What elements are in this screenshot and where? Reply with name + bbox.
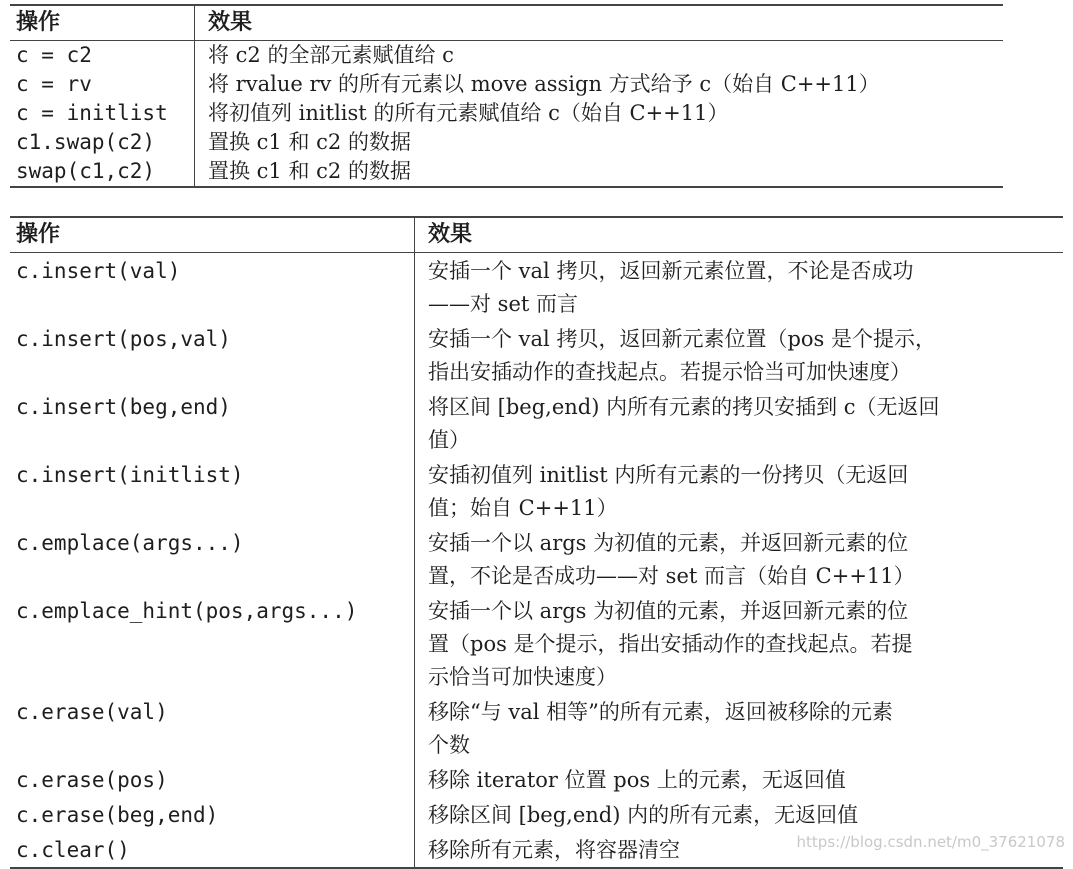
effect-line: 移除所有元素，将容器清空 (428, 838, 680, 862)
operation-cell: c.clear() (10, 832, 415, 868)
effect-line: ——对 set 而言 (428, 292, 578, 316)
table-row (10, 593, 1063, 694)
header-operation: 操作 (10, 217, 415, 253)
operation-cell: c.erase(val) (10, 694, 415, 762)
table-header-row (10, 5, 1003, 41)
table-row (10, 525, 1063, 593)
effect-line: 移除 iterator 位置 pos 上的元素，无返回值 (428, 768, 846, 792)
effect-line: 安插初值列 initlist 内所有元素的一份拷贝（无返回 (428, 463, 909, 487)
operation-cell: c.emplace_hint(pos,args...) (10, 593, 415, 694)
operation-cell: c.insert(initlist) (10, 457, 415, 525)
operation-cell: c.insert(val) (10, 253, 415, 322)
effect-line: 安插一个以 args 为初值的元素，并返回新元素的位 (428, 599, 909, 623)
effect-cell: 将 rvalue rv 的所有元素以 move assign 方式给予 c（始自 C++11） (208, 72, 880, 96)
table-row (10, 797, 1063, 832)
table-row (10, 157, 1003, 187)
effect-line: 指出安插动作的查找起点。若提示恰当可加快速度） (428, 360, 911, 384)
effect-line: 置（pos 是个提示，指出安插动作的查找起点。若提 (428, 632, 913, 656)
effect-cell (415, 797, 1064, 832)
effect-cell (415, 762, 1064, 797)
operation-cell: c.erase(pos) (10, 762, 415, 797)
header-effect: 效果 (195, 5, 1004, 41)
operation-cell: c = initlist (10, 99, 195, 128)
effect-cell (415, 253, 1064, 322)
operation-cell: c.emplace(args...) (10, 525, 415, 593)
operation-cell: c1.swap(c2) (10, 128, 195, 157)
table-row (10, 41, 1003, 71)
operation-cell: swap(c1,c2) (10, 157, 195, 187)
effect-line: 值；始自 C++11） (428, 496, 618, 520)
table-row (10, 762, 1063, 797)
table-row (10, 253, 1063, 322)
effect-cell: 将 c2 的全部元素赋值给 c (208, 43, 454, 67)
effect-cell (415, 321, 1064, 389)
watermark-url: https://blog.csdn.net/m0_37621078 (796, 833, 1065, 851)
effect-line: 安插一个以 args 为初值的元素，并返回新元素的位 (428, 531, 909, 555)
table-row (10, 694, 1063, 762)
table-row (10, 70, 1003, 99)
effect-line: 安插一个 val 拷贝，返回新元素位置（pos 是个提示， (428, 327, 936, 351)
operation-cell: c = rv (10, 70, 195, 99)
table-row (10, 321, 1063, 389)
effect-line: 值） (428, 428, 470, 452)
effect-cell: 将初值列 initlist 的所有元素赋值给 c（始自 C++11） (208, 101, 729, 125)
effect-line: 示恰当可加快速度） (428, 665, 617, 689)
insert-erase-table (10, 216, 1063, 869)
effect-line: 移除“与 val 相等”的所有元素，返回被移除的元素 (428, 700, 893, 724)
table-row (10, 99, 1003, 128)
effect-cell (415, 694, 1064, 762)
operation-cell: c.insert(beg,end) (10, 389, 415, 457)
effect-cell (415, 593, 1064, 694)
operation-cell: c = c2 (10, 41, 195, 71)
effect-line: 置，不论是否成功——对 set 而言（始自 C++11） (428, 564, 915, 588)
operation-cell: c.erase(beg,end) (10, 797, 415, 832)
table-row (10, 389, 1063, 457)
effect-cell (415, 525, 1064, 593)
effect-line: 个数 (428, 733, 470, 757)
header-operation: 操作 (10, 5, 195, 41)
assignment-swap-table (10, 4, 1003, 188)
effect-cell (415, 457, 1064, 525)
table-row (10, 128, 1003, 157)
table-header-row (10, 217, 1063, 253)
effect-cell: 置换 c1 和 c2 的数据 (208, 130, 411, 154)
effect-line: 移除区间 [beg,end) 内的所有元素，无返回值 (428, 803, 859, 827)
effect-line: 将区间 [beg,end) 内所有元素的拷贝安插到 c（无返回 (428, 395, 940, 419)
effect-cell: 置换 c1 和 c2 的数据 (195, 157, 1004, 187)
header-effect: 效果 (415, 217, 1064, 253)
operation-cell: c.insert(pos,val) (10, 321, 415, 389)
effect-cell (415, 389, 1064, 457)
effect-line: 安插一个 val 拷贝，返回新元素位置，不论是否成功 (428, 259, 914, 283)
table-row (10, 457, 1063, 525)
